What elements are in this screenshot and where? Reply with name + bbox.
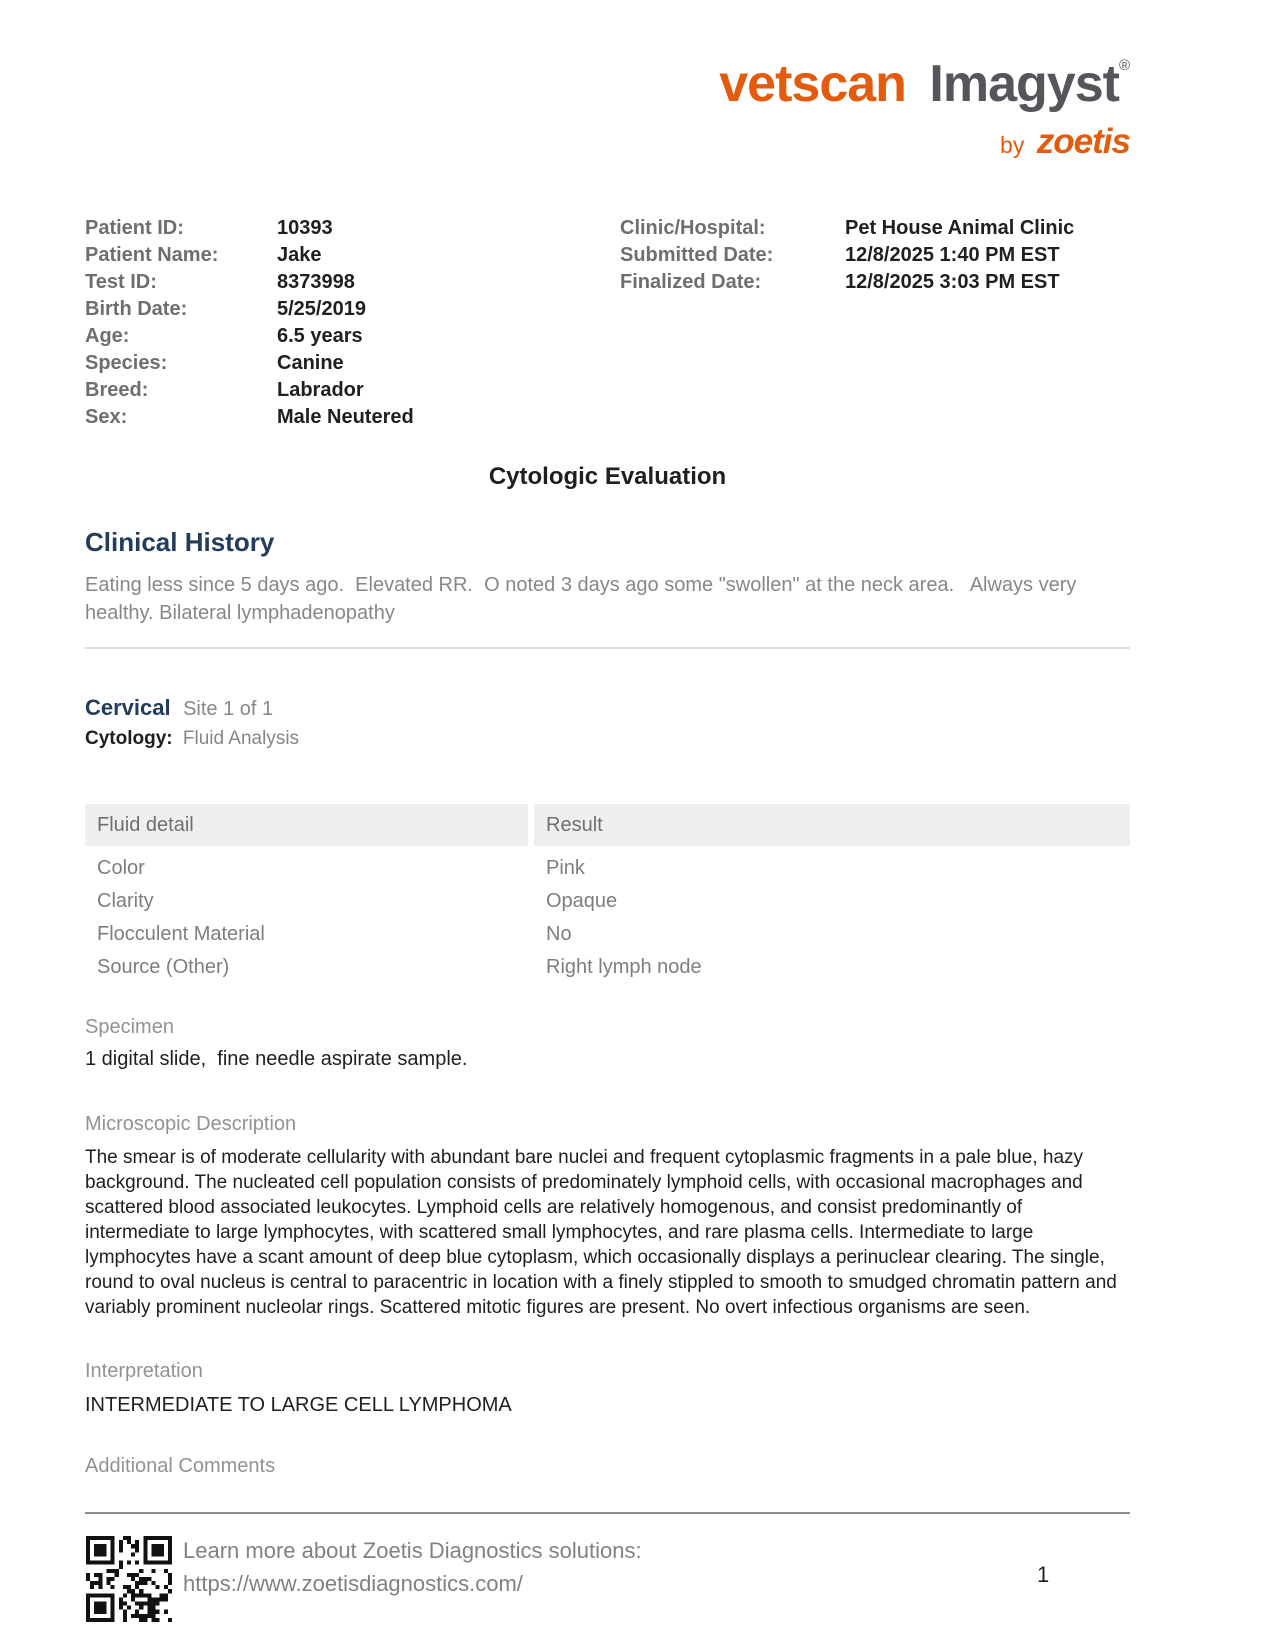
finalized-date-label: Finalized Date:: [620, 271, 762, 293]
breed-value: Labrador: [277, 379, 364, 401]
interpretation-text: INTERMEDIATE TO LARGE CELL LYMPHOMA: [85, 1394, 512, 1416]
fluid-detail-cell: Source (Other): [97, 956, 230, 978]
registered-trademark-mark: ®: [1118, 57, 1130, 74]
zoetis-diagnostics-link[interactable]: https://www.zoetisdiagnostics.com/: [183, 1571, 523, 1596]
clinic-hospital-row: [620, 215, 1130, 242]
clinic-info-right-column: [620, 215, 1130, 431]
page-footer: [85, 1512, 1130, 1596]
finalized-date-value: 12/8/2025 3:03 PM EST: [845, 271, 1060, 293]
clinic-hospital-value: Pet House Animal Clinic: [845, 217, 1075, 239]
cytology-label: Cytology:: [85, 728, 173, 749]
birth-date-value: 5/25/2019: [277, 298, 366, 320]
patient-name-value: Jake: [277, 244, 322, 266]
patient-id-row: [85, 215, 620, 242]
birth-date-label: Birth Date:: [85, 298, 188, 320]
table-body: [85, 846, 1130, 984]
microscopic-description-section: [85, 1113, 1130, 1320]
fluid-detail-header: Fluid detail: [85, 804, 528, 846]
sex-value: Male Neutered: [277, 406, 414, 428]
specimen-text: 1 digital slide, fine needle aspirate sample.: [85, 1048, 468, 1070]
patient-info-block: [85, 215, 1130, 431]
result-cell: No: [546, 923, 572, 945]
species-label: Species:: [85, 352, 168, 374]
microscopic-description-text: The smear is of moderate cellularity with abundant bare nuclei and frequent cytoplasmic fragments in a pale blue, hazy background. The nucleated cell population consists of predominately lymphoid cells, with occasional macrophages and scattered blood associated leukocytes. Lymphoid cells are relatively homogenous, and consist predominantly of intermediate to large lymphocytes, with scattered small lymphocytes, and rare plasma cells. Intermediate to large lymphocytes have a scant amount of deep blue cytoplasm, which occasionally displays a perinuclear clearing. The single, round to oval nucleus is central to paracentric in location with a finely stippled to smooth to smudged chromatin pattern and variably prominent nucleolar rings. Scattered mitotic figures are present. No overt infectious organisms are seen.: [85, 1147, 1117, 1318]
patient-name-row: [85, 242, 620, 269]
table-row-flocculent-material: [85, 918, 1130, 951]
sex-row: [85, 404, 620, 431]
test-id-row: [85, 269, 620, 296]
test-id-label: Test ID:: [85, 271, 157, 293]
fluid-detail-cell: Clarity: [97, 890, 154, 912]
page-number: 1: [1037, 1562, 1050, 1587]
breed-label: Breed:: [85, 379, 149, 401]
specimen-label: Specimen: [85, 1016, 174, 1038]
birth-date-row: [85, 296, 620, 323]
breed-row: [85, 377, 620, 404]
microscopic-description-label: Microscopic Description: [85, 1113, 297, 1135]
zoetis-byline: [85, 124, 1130, 159]
imagyst-logo-text: Imagyst: [929, 55, 1119, 113]
vetscan-logo-text: vetscan: [719, 55, 906, 113]
vetscan-imagyst-logo: [85, 55, 1130, 113]
result-cell: Pink: [546, 857, 585, 879]
table-row-source: [85, 951, 1130, 984]
submitted-date-row: [620, 242, 1130, 269]
zoetis-logo-text: zoetis: [1036, 122, 1130, 161]
species-value: Canine: [277, 352, 344, 374]
result-cell: Right lymph node: [546, 956, 702, 978]
byline-by-text: by: [1000, 132, 1025, 158]
clinical-history-section: [85, 527, 1130, 627]
patient-name-label: Patient Name:: [85, 244, 219, 266]
test-id-value: 8373998: [277, 271, 355, 293]
clinical-history-heading: Clinical History: [85, 527, 275, 557]
section-divider: [85, 647, 1130, 649]
result-header: Result: [534, 804, 1130, 846]
additional-comments-label: Additional Comments: [85, 1455, 276, 1477]
patient-id-label: Patient ID:: [85, 217, 184, 239]
footer-learn-more-text: Learn more about Zoetis Diagnostics solutions:: [183, 1538, 642, 1563]
footer-text-block: [183, 1534, 642, 1600]
site-title-line: [85, 695, 1130, 721]
result-cell: Opaque: [546, 890, 618, 912]
interpretation-label: Interpretation: [85, 1360, 203, 1382]
site-section: [85, 695, 1130, 750]
fluid-detail-cell: Color: [97, 857, 145, 879]
interpretation-section: [85, 1360, 1130, 1417]
table-row-color: [85, 852, 1130, 885]
site-name: Cervical: [85, 695, 171, 720]
patient-info-left-column: [85, 215, 620, 431]
clinic-hospital-label: Clinic/Hospital:: [620, 217, 766, 239]
specimen-section: [85, 1016, 1130, 1071]
age-value: 6.5 years: [277, 325, 363, 347]
finalized-date-row: [620, 269, 1130, 296]
clinical-history-text: Eating less since 5 days ago. Elevated RR. O noted 3 days ago some "swollen" at the neck area. Always very healthy. Bilateral lymphadenopathy: [85, 574, 1082, 624]
cytology-value: Fluid Analysis: [182, 728, 300, 749]
species-row: [85, 350, 620, 377]
site-count: Site 1 of 1: [183, 698, 274, 720]
document-title: Cytologic Evaluation: [488, 463, 727, 490]
submitted-date-label: Submitted Date:: [620, 244, 774, 266]
fluid-analysis-table: [85, 804, 1130, 984]
table-header-row: [85, 804, 1130, 846]
brand-header: [85, 55, 1130, 161]
additional-comments-section: [85, 1455, 1130, 1478]
cytology-line: [85, 728, 1130, 750]
age-row: [85, 323, 620, 350]
patient-id-value: 10393: [277, 217, 333, 239]
age-label: Age:: [85, 325, 130, 347]
qr-code-icon: [86, 1536, 172, 1622]
sex-label: Sex:: [85, 406, 128, 428]
table-row-clarity: [85, 885, 1130, 918]
submitted-date-value: 12/8/2025 1:40 PM EST: [845, 244, 1060, 266]
fluid-detail-cell: Flocculent Material: [97, 923, 265, 945]
